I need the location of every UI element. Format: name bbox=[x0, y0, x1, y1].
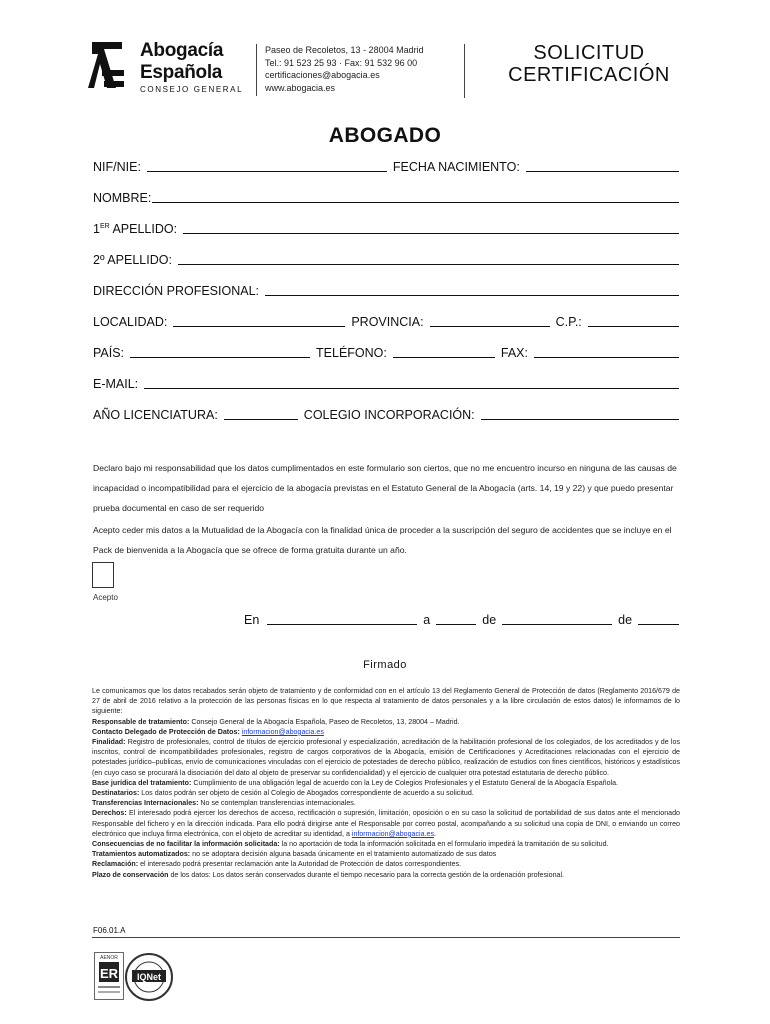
plazo-text: de los datos: Los datos serán conservados durante el tiempo necesario para la correcta gestión de la ordenación profesional. bbox=[168, 870, 565, 879]
fax-field[interactable] bbox=[534, 345, 679, 358]
apellido2-label: 2º APELLIDO: bbox=[93, 253, 172, 267]
de-label-2: de bbox=[618, 613, 633, 627]
firmado-label: Firmado bbox=[363, 659, 407, 671]
header-divider-left bbox=[256, 44, 257, 96]
legal-tratamientos bbox=[92, 849, 680, 859]
row-nif-fecha bbox=[93, 158, 679, 174]
destinatarios-label: Destinatarios: bbox=[92, 789, 140, 798]
legal-destinatarios bbox=[92, 788, 680, 798]
logo-name-line2: Española bbox=[140, 62, 223, 83]
legal-reclamacion bbox=[92, 859, 680, 869]
legal-notice bbox=[92, 686, 680, 880]
apellido1-field[interactable] bbox=[183, 221, 679, 234]
derechos-email-link[interactable]: informacion@abogacia.es bbox=[351, 829, 435, 838]
fecha-nacimiento-label: FECHA NACIMIENTO: bbox=[392, 160, 520, 174]
contacto-email-link[interactable]: informacion@abogacia.es bbox=[241, 727, 324, 736]
derechos-text: El interesado podrá ejercer los derechos de acceso, rectificación o supresión, limitación, oposición o en su caso la solicitud de portabilidad de sus datos ante el mencionado Responsable del fichero y en la dirección indicada. Para ello podrá dirigirse ante el Responsable por correo postal, acompañando a su solicitud una copia de DNI, o enviando un correo electrónico que incluya firma electrónica, con el objeto de acreditar su identidad, a bbox=[92, 809, 680, 838]
telefono-label: TELÉFONO: bbox=[316, 346, 387, 360]
base-label: Base jurídica del tratamiento: bbox=[92, 778, 192, 787]
destinatarios-text: Los datos podrán ser objeto de cesión al Colegio de Abogados correspondiente de acuerdo a su solicitud. bbox=[139, 789, 474, 798]
cp-label: C.P.: bbox=[555, 315, 582, 329]
tratamientos-label: Tratamientos automatizados: bbox=[92, 850, 191, 859]
cp-field[interactable] bbox=[588, 314, 679, 327]
en-label: En bbox=[244, 613, 260, 627]
consecuencias-label: Consecuencias de no facilitar la información solicitada: bbox=[92, 840, 280, 849]
nif-field[interactable] bbox=[147, 159, 387, 172]
legal-intro: Le comunicamos que los datos recabados serán objeto de tratamiento y de conformidad con en el artículo 13 del Reglamento General de Protección de datos (Reglamento 2016/679 de 27 de abril de 2016 relativo a la protección de las personas físicas en lo que respecta al tratamiento de datos personales y a la libre circulación de estos datos) le informamos de lo siguiente: bbox=[92, 687, 680, 716]
consecuencias-text: la no aportación de toda la información solicitada en el formulario impedirá la tramitación de su solicitud. bbox=[279, 840, 609, 849]
legal-plazo bbox=[92, 870, 680, 880]
ano-field[interactable] bbox=[638, 612, 679, 625]
row-email bbox=[93, 375, 679, 391]
fax-label: FAX: bbox=[500, 346, 528, 360]
derechos-label: Derechos: bbox=[92, 809, 127, 818]
telefono-field[interactable] bbox=[393, 345, 495, 358]
row-nombre bbox=[93, 189, 679, 205]
row-pais bbox=[93, 344, 679, 360]
acepto-checkbox[interactable] bbox=[92, 562, 114, 588]
direccion-field[interactable] bbox=[265, 283, 679, 296]
plazo-label: Plazo de conservación bbox=[92, 870, 169, 879]
address-line: Paseo de Recoletos, 13 - 28004 Madrid bbox=[265, 45, 424, 55]
lugar-field[interactable] bbox=[267, 612, 417, 625]
mes-field[interactable] bbox=[502, 612, 612, 625]
footer-divider bbox=[92, 937, 680, 938]
form-code: F06.01.A bbox=[93, 926, 126, 935]
derechos-end: . bbox=[434, 829, 436, 838]
provincia-field[interactable] bbox=[430, 314, 550, 327]
form-title-line1: SOLICITUD bbox=[533, 42, 645, 64]
ano-licenciatura-label: AÑO LICENCIATURA: bbox=[93, 408, 218, 422]
form-title-line2: CERTIFICACIÓN bbox=[508, 64, 670, 86]
legal-finalidad bbox=[92, 737, 680, 778]
row-licenciatura bbox=[93, 406, 679, 422]
legal-consecuencias bbox=[92, 839, 680, 849]
reclamacion-text: el interesado podrá presentar reclamación ante la Autoridad de Protección de datos correspondientes. bbox=[138, 860, 462, 869]
a-label: a bbox=[423, 613, 431, 627]
row-apellido1 bbox=[93, 220, 679, 236]
er-text: ER bbox=[99, 966, 119, 981]
finalidad-text: Registro de profesionales, control de títulos de ejercicio profesional y especialización, acreditación de la habilitación profesional de los colegiados, de los acreditados y de los inscritos, control de incompatibilidades profesionales, registro de cargos corporativos de la Abogacía, emisión de Certificaciones y Acreditaciones relacionadas con el ejercicio de potestades jurídico–publicas, envío de comunicaciones vinculadas con el ejercicio de potestades de derecho público, realización de estudios con fines científicos, históricos y estadísticos (en cuyo caso se procurará la disociación del dato al objeto de preservar su confidencialidad) y el ejercicio de cualquier otra potestad estatutaria de derecho público. bbox=[92, 738, 680, 777]
logo-subtitle: CONSEJO GENERAL bbox=[140, 85, 244, 94]
header-address bbox=[265, 44, 424, 94]
document-title: ABOGADO bbox=[328, 124, 442, 147]
row-lugar-fecha bbox=[244, 611, 679, 627]
responsable-text: Consejo General de la Abogacía Española, Paseo de Recoletos, 13, 28004 – Madrid. bbox=[189, 717, 460, 726]
row-localidad bbox=[93, 313, 679, 329]
dia-field[interactable] bbox=[436, 612, 476, 625]
contacto-label: Contacto Delegado de Protección de Datos: bbox=[92, 727, 240, 736]
tratamientos-text: no se adoptara decisión alguna basada únicamente en el tratamiento automatizado de sus datos bbox=[190, 850, 497, 859]
apellido2-field[interactable] bbox=[178, 252, 679, 265]
localidad-label: LOCALIDAD: bbox=[93, 315, 168, 329]
address-phone: Tel.: 91 523 25 93 · Fax: 91 532 96 00 bbox=[265, 57, 418, 68]
acepto-label: Acepto bbox=[93, 593, 118, 602]
base-text: Cumplimiento de una obligación legal de acuerdo con la Ley de Colegios Profesionales y el Estatuto General de la Abogacía Española. bbox=[191, 778, 619, 787]
nombre-label: NOMBRE: bbox=[93, 191, 152, 205]
email-label: E-MAIL: bbox=[93, 377, 139, 391]
address-web: www.abogacia.es bbox=[265, 82, 336, 93]
provincia-label: PROVINCIA: bbox=[351, 315, 424, 329]
aenor-text: AENOR bbox=[100, 955, 118, 961]
transferencias-label: Transferencias Internacionales: bbox=[92, 799, 199, 808]
direccion-label: DIRECCIÓN PROFESIONAL: bbox=[93, 284, 259, 298]
legal-transferencias bbox=[92, 798, 680, 808]
responsable-label: Responsable de tratamiento: bbox=[92, 717, 190, 726]
pais-label: PAÍS: bbox=[93, 346, 125, 360]
header-divider-right bbox=[464, 44, 465, 98]
apellido1-text: APELLIDO: bbox=[109, 222, 178, 236]
legal-base bbox=[92, 778, 680, 788]
colegio-field[interactable] bbox=[481, 407, 679, 420]
email-field[interactable] bbox=[144, 376, 679, 389]
de-label-1: de bbox=[482, 613, 497, 627]
colegio-label: COLEGIO INCORPORACIÓN: bbox=[303, 408, 475, 422]
apellido1-num: 1 bbox=[93, 222, 100, 236]
row-direccion bbox=[93, 282, 679, 298]
row-apellido2 bbox=[93, 251, 679, 267]
nombre-field[interactable] bbox=[152, 190, 679, 203]
pais-field[interactable] bbox=[130, 345, 310, 358]
iqnet-text: IQNet bbox=[136, 972, 162, 982]
fecha-nacimiento-field[interactable] bbox=[526, 159, 679, 172]
address-email: certificaciones@abogacia.es bbox=[265, 70, 380, 80]
localidad-field[interactable] bbox=[173, 314, 345, 327]
consent-text: Acepto ceder mis datos a la Mutualidad de la Abogacía con la finalidad única de proceder a la suscripción del seguro de accidentes que se incluye en el Pack de bienvenida a la Abogacía que se ofrece de forma gratuita durante un año. bbox=[93, 525, 672, 555]
reclamacion-label: Reclamación: bbox=[92, 860, 139, 869]
legal-derechos bbox=[92, 808, 680, 839]
abogacia-logo-icon bbox=[88, 40, 128, 90]
apellido1-label bbox=[93, 220, 177, 236]
logo-name-line1: Abogacía bbox=[140, 40, 224, 61]
legal-contacto bbox=[92, 727, 680, 737]
ano-licenciatura-field[interactable] bbox=[224, 407, 298, 420]
finalidad-label: Finalidad: bbox=[92, 738, 126, 747]
iqnet-certification-icon bbox=[118, 952, 180, 1002]
declaration-text: Declaro bajo mi responsabilidad que los datos cumplimentados en este formulario son ciertos, que no me encuentro incurso en ninguna de las causas de incapacidad o incompatibilidad para el ejercicio de la abogacía previstas en el Estatuto General de la Abogacía (arts. 14, 19 y 22) y que puedo presentar prueba documental en caso de ser requerido bbox=[93, 463, 677, 513]
nif-label: NIF/NIE: bbox=[93, 160, 141, 174]
apellido1-sup: ER bbox=[99, 222, 110, 230]
legal-responsable bbox=[92, 717, 680, 727]
transferencias-text: No se contemplan transferencias internacionales. bbox=[198, 799, 356, 808]
